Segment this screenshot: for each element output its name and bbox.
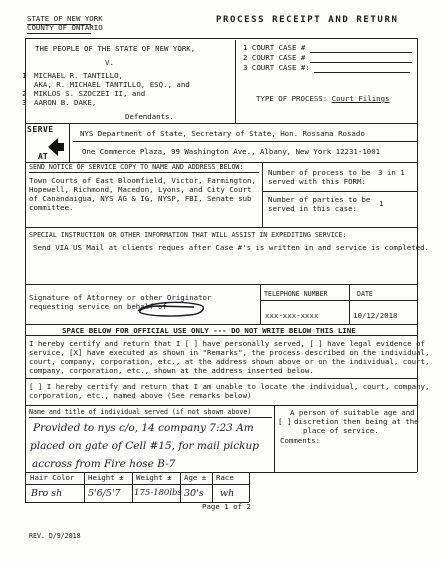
signature-label1: Signature of Attorney or other Originator [29,293,212,302]
court-case-3-field[interactable] [314,72,410,73]
signature-scribble [134,298,208,320]
desc-value-age: 30's [184,488,204,499]
unable-line-2: corporation, etc., named above (See remarks below) [29,391,252,400]
num-process-label1: Number of process to be [268,168,371,177]
certify-line-1: I hereby certify and return that I [ ] have personally served, [ ] have legal evidence of [29,339,426,348]
serve-line2: One Commerce Plaza, 99 Washington Ave., Albany, New York 12231-1001 [82,147,381,156]
notice-bottom-rule [25,227,417,228]
court-case-2-label: COURT CASE # [251,53,306,62]
send-notice-line-2: Hopewell, Richmond, Macedon, Lyons, and City Court [29,185,252,194]
people-line: THE PEOPLE OF THE STATE OF NEW YORK, [35,44,196,53]
sig-divider-2 [349,284,350,324]
type-of-process-label: TYPE OF PROCESS: [256,94,328,103]
banner-bottom-rule [25,335,417,336]
serve-label: SERVE [27,125,54,134]
unable-bottom-rule [25,405,417,406]
desc-header-rule [25,484,249,485]
num-parties-value: 1 [379,199,384,208]
desc-header-weight: Weight ± [136,473,172,482]
defendant-1-line1: MICHAEL R. TANTILLO, [34,71,123,80]
court-case-2 [243,54,412,63]
handwritten-line-3: accross from Fire hose B-7 [32,458,176,470]
certify-bottom-rule [25,378,417,379]
court-case-1-label: COURT CASE # [251,43,306,52]
served-name-underline [29,417,272,418]
notice-divider [262,162,263,227]
court-case-1-num: 1 [243,43,248,52]
send-notice-line-1: Town Courts of East Bloomfield, Victor, Farmington, [29,176,256,185]
num-divider-rule [262,191,417,192]
sig-divider-1 [260,284,261,324]
serve-mid-rule [73,141,417,142]
desc-col-1 [84,472,85,502]
desc-col-5 [249,472,250,502]
num-parties-label2: served in this case: [268,204,357,213]
type-of-process-value: Court Filings [331,94,390,103]
desc-value-race: wh [220,488,235,499]
at-label: AT [38,152,48,161]
served-name-label: Name and title of individual served (if not shown above) [29,408,252,416]
desc-header-hair: Hair Color [30,473,75,482]
served-divider [274,405,275,472]
defendant-1-num: 1 [22,71,27,80]
signature-label2: requesting service on behalf of [29,302,167,311]
court-case-3 [243,64,410,73]
defendant-3-line1: AARON B. DAKE, [34,98,97,107]
suitable-line-3: place of service. [303,426,379,435]
serve-divider [69,124,70,163]
caption-bottom-rule [25,123,417,124]
sig-bottom-rule [25,324,417,325]
send-notice-header: SEND NOTICE OF SERVICE COPY TO NAME AND ADDRESS BELOW: [29,163,244,171]
suitable-line-1: A person of suitable age and [290,408,415,417]
special-instruction-header: SPECIAL INSTRUCTION OR OTHER INFORMATION THAT WILL ASSIST IN EXPEDITING SERVICE: [29,231,347,239]
type-of-process [256,95,390,104]
send-notice-underline [29,172,259,173]
date-value: 10/12/2018 [353,311,398,320]
court-case-2-num: 2 [243,53,248,62]
phone-value: xxx-xxx-xxxx [265,311,319,320]
court-case-1-field[interactable] [310,52,412,53]
county-underline [27,33,91,34]
handwritten-line-2: placed on gate of Cell #15, for mail pickup [30,440,259,452]
suitable-line-2: discretion then being at the [294,417,419,426]
suitable-checkbox[interactable]: [ ] [278,417,292,426]
page-label: Page 1 of 2 [202,502,251,511]
special-bottom-rule [25,284,417,285]
handwritten-line-1: Provided to nys c/o, 14 company 7:23 Am [33,422,254,434]
send-notice-line-3: of Canandaigua, NYS AG & IG, NYSP, FBI, Senate sub [29,194,252,203]
num-parties-label1: Number of parties to be [268,195,371,204]
serve-line1: NYS Department of State, Secretary of State, Hon. Rossana Rosado [80,129,365,138]
certify-line-3: court, company, corporation, etc., at the address shown above or on the individual, court, [29,357,430,366]
defendant-2-line1: MIKLOS S. SZOCZEI II, and [34,89,146,98]
rev-label: REV. D/9/2018 [29,532,81,540]
num-process-label2: served with this FORM: [268,177,366,186]
certify-line-2: service, [X] have executed as shown in "Remarks", the process described on the individual, [29,348,430,357]
left-border [25,38,26,502]
defendant-3-num: 3 [22,98,27,107]
caption-divider [235,40,236,123]
desc-header-age: Age ± [184,473,207,482]
num-process-value: 3 in 1 [378,168,405,177]
certify-line-4: company, corporation, etc., shown at the address inserted below. [29,366,314,375]
desc-header-height: Height ± [88,473,124,482]
desc-value-hair: Bro sh [31,488,63,499]
special-instruction-text: Send VIA US Mail at clients reques after Case #'s is written in and service is completed. [33,243,430,252]
comments-label: Comments: [280,436,321,445]
desc-header-race: Race [216,473,234,482]
send-notice-line-4: committee. [29,203,74,212]
court-case-3-num: 3 [243,63,248,72]
court-case-3-label: COURT CASE #: [251,63,310,72]
desc-value-weight: 175-180lbs [134,488,182,498]
top-rule [25,38,417,39]
defendant-2-num: 2 [22,89,27,98]
phone-label: TELEPHONE NUMBER [264,290,328,298]
state-line: STATE OF NEW YORK [27,14,103,23]
unable-line-1: [ ] I hereby certify and return that I am unable to locate the individual, court, company, [29,382,430,391]
right-border [417,38,418,472]
desc-col-2 [132,472,133,502]
date-label: DATE [357,290,373,298]
desc-value-height: 5'6/5'7 [88,488,121,499]
court-case-2-field[interactable] [310,62,412,63]
phone-rule [260,300,417,301]
defendants-label: Defendants. [125,112,174,121]
form-title: PROCESS RECEIPT AND RETURN [216,15,399,25]
county-line: COUNTY OF ONTARIO [27,23,103,32]
defendant-1-line2: AKA, R. MICHAEL TANTILLO, ESQ., and [34,80,190,89]
official-banner: SPACE BELOW FOR OFFICIAL USE ONLY --- DO NOT WRITE BELOW THIS LINE [62,326,356,335]
desc-col-4 [212,472,213,502]
versus: V. [105,58,114,67]
court-case-1 [243,44,412,53]
